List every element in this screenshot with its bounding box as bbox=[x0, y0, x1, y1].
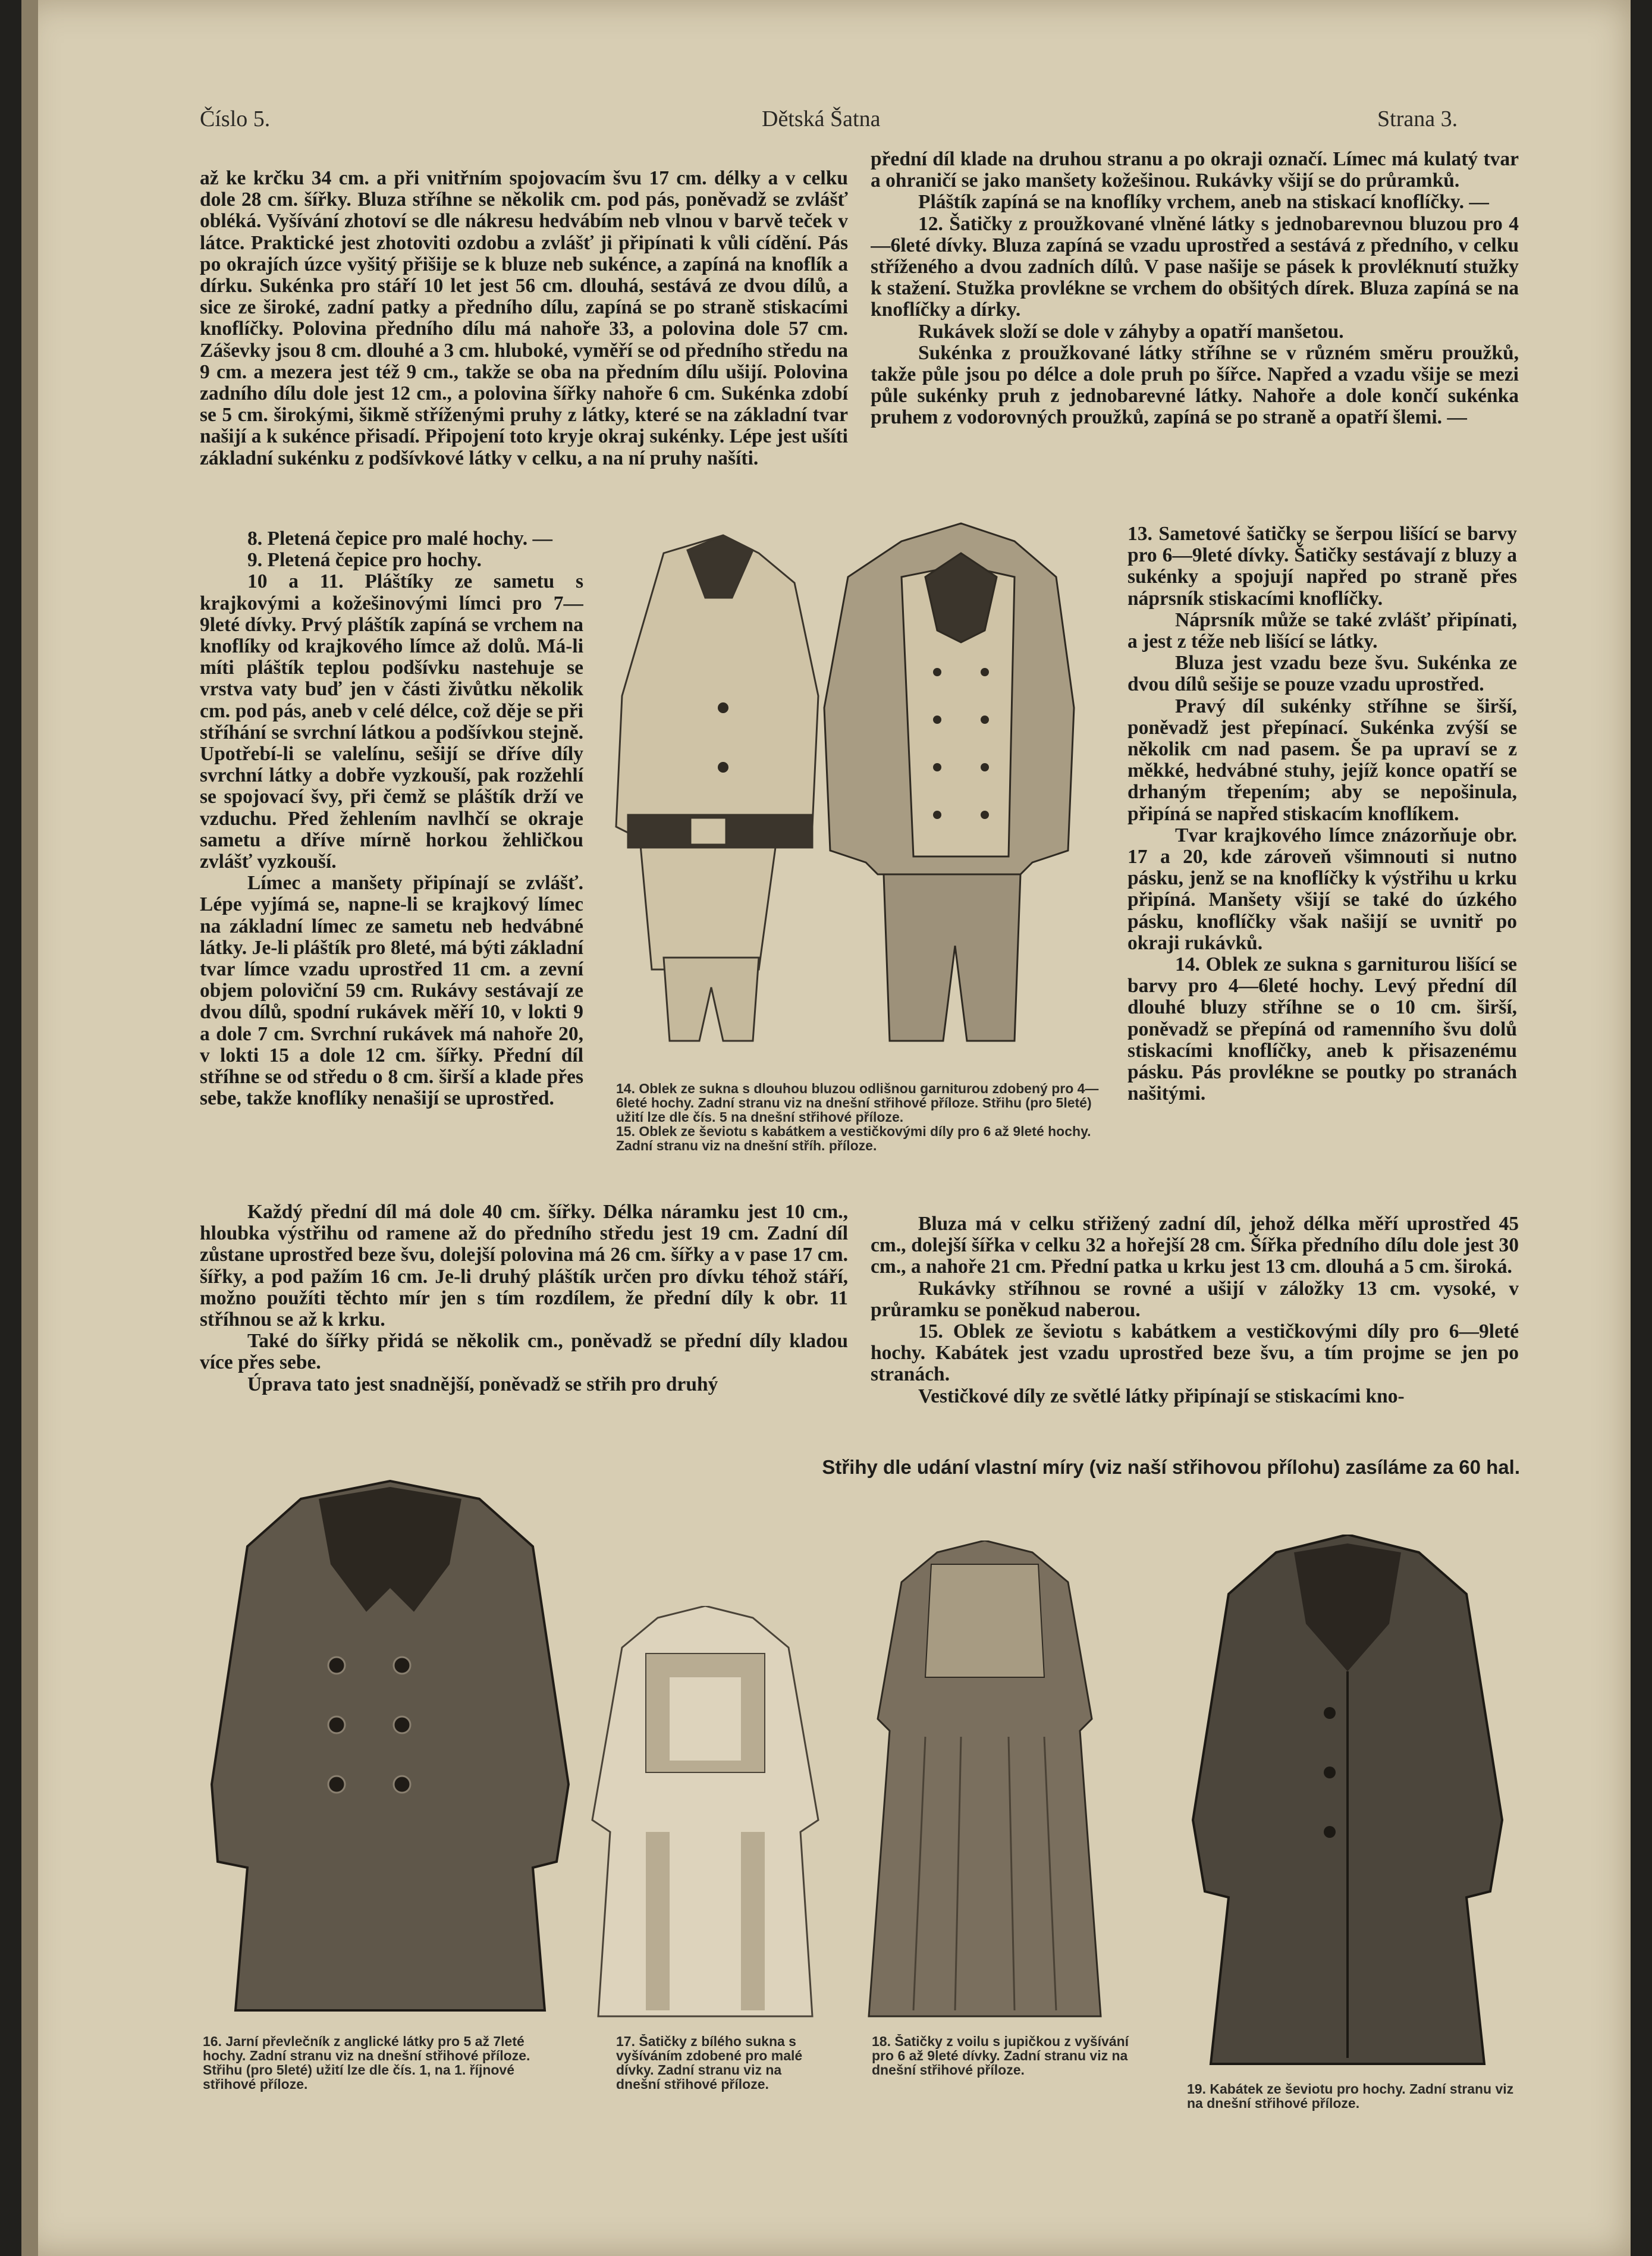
paragraph bbox=[871, 1213, 1519, 1278]
page-number: Strana 3. bbox=[1377, 106, 1458, 131]
right-column-top bbox=[871, 149, 1519, 523]
section-heading: 8. Pletená čepice bbox=[247, 528, 388, 550]
paragraph-text: z proužkované vlněné látky s jednobarevnou bluzou pro 4—6leté dívky. Bluza zapíná se vzadu uprostřed a sestává z předního, v celku stříženého a dvou zadních dílů. V pase našije se pásek k provléknutí stužky k stažení. Stužka provlékne se vrchem do obšitých dírek. Bluza zapíná se na knoflíčky a dírky. bbox=[871, 212, 1519, 321]
paragraph bbox=[200, 528, 583, 550]
section-heading: 10 a 11. Pláštíky bbox=[247, 570, 434, 593]
magazine-page bbox=[21, 0, 1631, 2256]
paragraph-text: Bluza jest vzadu beze švu. Sukénka ze dvou dílů sešije se pouze vzadu uprostřed. bbox=[1127, 652, 1517, 696]
paragraph-text: Tvar krajkového límce znázorňuje obr. 17 a 20, kde zároveň všimnouti si nutno pásku, jenž se na knoflíčky k výstřihu u krku připíná. Manšety všijí se také do úzkého pásku, knoflíčky však našijí se uvnitř po okraji rukávků. bbox=[1127, 824, 1517, 954]
left-column-top bbox=[200, 168, 848, 525]
paragraph: až ke krčku 34 cm. a při vnitřním spojovacím švu 17 cm. délky a v celku dole 28 cm. šířky. Bluza stříhne se několik cm. pod pás, poněvadž se zvlášť obléká. Vyšívání zhotoví se dle nákresu hedvábím neb vlnou v barvě teček v látce. Praktické jest zhotoviti ozdobu a zvlášť ji připínati k vůli cídění. Pás po okrajích úzce vyšitý přišije se k bluze neb sukénce, a zapíná na knoflík a dírku. Sukénka pro stáří 10 let jest 56 cm. dlouhá, sestává ze dvou dílů, a sice ze široké, zadní patky a předního dílu, zapíná se po straně stiskacími knoflíčky. Polovina předního dílu má nahoře 33, a polovina dole 57 cm. Záševky jsou 8 cm. dlouhé a 3 cm. hluboké, vyměří se od předního středu na 9 cm. a mezera jest též 9 cm., takže se oba na předním dílu ušijí. Polovina zadního dílu dole jest 12 cm., a polovina šířky nahoře 6 cm. Sukénka zdobí se 5 cm. širokými, šikmě stříženými pruhy z látky, které se na základní tvar našijí a k sukénce přisadí. Připojení toto kryje okraj sukénky. Lépe jest ušíti základní sukénku z podšívkové látky v celku, a na ní pruhy našíti. bbox=[200, 168, 848, 469]
paragraph bbox=[1127, 610, 1517, 652]
page-binding bbox=[21, 0, 38, 2256]
caption-17: 17. Šatičky z bílého sukna s vyšíváním zdobené pro malé dívky. Zadní stranu viz na dnešní střihové příloze. bbox=[616, 2034, 803, 2092]
voile-dress-illustration bbox=[866, 1540, 1104, 2022]
paragraph-text: pro malé hochy. — bbox=[387, 528, 552, 550]
paragraph bbox=[871, 192, 1519, 213]
caption-14: 14. Oblek ze sukna s dlouhou bluzou odlišnou garniturou zdobený pro 4—6leté hochy. Zadní stranu viz na dnešní střihové příloze. Střihu (pro 5leté) užití lze dle čís. 5 na dnešní střihové příloze. bbox=[616, 1081, 1099, 1125]
figure-16-spring-coat bbox=[200, 1475, 580, 2022]
paragraph-text: Náprsník může se také zvlášť připínati, a jest z téže neb lišící se látky. bbox=[1127, 608, 1517, 653]
spring-coat-illustration bbox=[200, 1475, 580, 2022]
paragraph-text: Pláštík zapíná se na knoflíky vrchem, aneb na stiskací knoflíčky. — bbox=[918, 191, 1489, 214]
issue-number: Číslo 5. bbox=[200, 106, 271, 131]
section-heading: 12. Šatičky bbox=[918, 212, 1013, 235]
paragraph-text: Bluza má v celku střižený zadní díl, jehož délka měří uprostřed 45 cm., dolejší šířka v celku 32 a hořejší 28 cm. Šířka předního dílu dole jest 30 cm., a nahoře 21 cm. Přední patka u krku jest 13 cm. dlouhá a 5 cm. široká. bbox=[871, 1213, 1519, 1278]
paragraph bbox=[871, 321, 1519, 343]
paragraph-text: ze sametu s krajkovými a kožešinovými límci pro 7—9leté dívky. Prvý pláštík zapíná se vrchem na knoflíky od krajkového límce až dolů. Má-li míti pláštík teplou podšívku nastehuje se vrstva vaty buď jen v části živůtku několik cm. pod pás, aneb v celé délce, což děje se při stříhání se svrchní látkou a podšívkou stejně. Upotřebí-li se valelínu, sešijí se dříve díly svrchní látky a dobře vyzkouší, pak rozžehlí se spojovací švy, při čemž se pláštík drží ve vzduchu. Před žehlením navlhčí se okraje sametu a dříve mírně horkou žehličkou zvlášť vyzkouší. bbox=[200, 570, 583, 873]
white-dress-illustration bbox=[580, 1606, 830, 2022]
magazine-title: Dětská Šatna bbox=[762, 106, 881, 131]
caption-14-15 bbox=[616, 1081, 1110, 1182]
paragraph bbox=[1127, 954, 1517, 1105]
section-heading: 9. Pletená čepice bbox=[247, 549, 388, 572]
paragraph-text: Pravý díl sukénky stříhne se širší, poněvadž jest přepínací. Sukénka zvýší se několik cm nad pasem. Še pa upraví se z měkké, hedvábné stuhy, jejíž konce opatří se drhaným třepením; aby se nepošinula, připíná se napřed stiskacím knoflíkem. bbox=[1127, 695, 1517, 825]
paragraph-text: Rukávky stříhnou se rovné a ušijí v záložky 13 cm. vysoké, v průramku se poněkud naberou. bbox=[871, 1277, 1519, 1321]
pattern-ad-line: Střihy dle udání vlastní míry (viz naší střihovou přílohu) zasíláme za 60 hal. bbox=[822, 1456, 1520, 1478]
section-heading: 14. Oblek ze sukna bbox=[1175, 953, 1339, 976]
paragraph-text: přední díl klade na druhou stranu a po okraji označí. Límec má kulatý tvar a ohraničí se jako manšety kožešinou. Rukávky všijí se do průramků. bbox=[871, 149, 1519, 192]
figure-19-boys-coat bbox=[1181, 1535, 1514, 2070]
boys-coat-illustration bbox=[1181, 1535, 1514, 2070]
paragraph-text: se šerpou lišící se barvy pro 6—9leté dívky. Šatičky sestávají z bluzy a sukénky a spojují napřed po straně přes náprsník stiskacími knoflíčky. bbox=[1127, 523, 1517, 610]
figure-14-15-boys-suits bbox=[604, 517, 1104, 1071]
paragraph bbox=[871, 149, 1519, 192]
paragraph bbox=[871, 214, 1519, 321]
paragraph bbox=[871, 343, 1519, 429]
paragraph: Každý přední díl má dole 40 cm. šířky. Délka náramku jest 10 cm., hloubka výstřihu od ramene až do předního středu jest 19 cm. Zadní díl zůstane uprostřed beze švu, dolejší polovina má 26 cm. šířky a v pase 17 cm. šířky, a pod pažím 16 cm. Je-li druhý pláštík určen pro dívku téhož stáří, možno použíti těchto mír jen s tím rozdílem, že přední díly k obr. 11 stříhnou se až k krku. bbox=[200, 1201, 848, 1331]
paragraph bbox=[200, 873, 583, 1109]
paragraph-text: Vestičkové díly ze světlé látky připínají se stiskacími kno- bbox=[918, 1385, 1405, 1407]
paragraph bbox=[1127, 523, 1517, 610]
paragraph bbox=[871, 1278, 1519, 1321]
paragraph bbox=[1127, 652, 1517, 695]
boys-suits-illustration bbox=[604, 517, 1104, 1071]
right-column-bottom bbox=[871, 1213, 1519, 1433]
left-column-bottom bbox=[200, 1201, 848, 1427]
figure-18-voile-dress bbox=[866, 1540, 1104, 2022]
right-column-narrow bbox=[1127, 523, 1517, 1207]
caption-16: 16. Jarní převlečník z anglické látky pro 5 až 7leté hochy. Zadní stranu viz na dnešní střihové příloze. Střihu (pro 5leté) užití lze dle čís. 1, na 1. říjnové střihové příloze. bbox=[203, 2034, 530, 2092]
caption-18: 18. Šatičky z voilu s jupičkou z vyšívání pro 6 až 9leté dívky. Zadní stranu viz na dnešní střihové příloze. bbox=[872, 2034, 1129, 2078]
paragraph bbox=[200, 550, 583, 571]
paragraph-text: pro hochy. bbox=[387, 549, 482, 572]
paragraph-text: s kabátkem a vestičkovými díly pro 6—9leté hochy. Kabátek jest vzadu uprostřed beze švu, a tím projme se jen po stranách. bbox=[871, 1320, 1519, 1386]
paragraph: Také do šířky přidá se několik cm., poněvadž se přední díly kladou více přes sebe. bbox=[200, 1330, 848, 1374]
section-heading: 15. Oblek ze ševiotu bbox=[918, 1320, 1103, 1343]
paragraph: Úprava tato jest snadnější, poněvadž se střih pro druhý bbox=[247, 1373, 718, 1395]
paragraph bbox=[871, 1386, 1519, 1407]
paragraph-text: Rukávek složí se dole v záhyby a opatří manšetou. bbox=[918, 320, 1344, 343]
figure-17-white-dress bbox=[580, 1606, 830, 2022]
paragraph bbox=[1127, 825, 1517, 954]
caption-15: 15. Oblek ze ševiotu s kabátkem a vestičkovými díly pro 6 až 9leté hochy. Zadní stranu viz na dnešní stříh. příloze. bbox=[616, 1124, 1091, 1153]
left-column-narrow bbox=[200, 528, 583, 1200]
caption-19: 19. Kabátek ze ševiotu pro hochy. Zadní stranu viz na dnešní střihové příloze. bbox=[1187, 2082, 1514, 2111]
paragraph-text: s garniturou lišící se barvy pro 4—6leté hochy. Levý přední díl dlouhé bluzy stříhne se o 10 cm. širší, poněvadž se přepíná od ramenního švu dolů stiskacími knoflíčky, aneb k přisazenému pásku. Pás provlékne se poutky po stranách našitými. bbox=[1127, 953, 1517, 1105]
paragraph bbox=[1127, 696, 1517, 825]
paragraph bbox=[200, 571, 583, 873]
paragraph-text: Sukénka z proužkované látky stříhne se v různém směru proužků, takže půle jsou po délce a dole pruh po šířce. Napřed a vzadu všije se mezi půle sukénky pruh z jednobarevné látky. Nahoře a dole končí sukénka pruhem z vodorovných proužků, zapíná se po straně a opatří šlemi. — bbox=[871, 341, 1519, 429]
section-heading: 13. Sametové šatičky bbox=[1127, 523, 1307, 545]
paragraph-text: Límec a manšety připínají se zvlášť. Lépe vyjímá se, napne-li se krajkový límec na základní límec ze sametu neb hedvábné látky. Je-li pláštík pro 8leté, má býti základní tvar límce vzadu uprostřed 11 cm. a zevní objem poloviční 59 cm. Rukávy sestávají ze dvou dílů, spodní rukávek měří 10, v lokti 9 a dole 7 cm. Svrchní rukávek má nahoře 20, v lokti 15 a dole 12 cm. šířky. Přední díl stříhne se od středu o 8 cm. širší a klade přes sebe, takže knoflíky nenašijí se uprostřed. bbox=[200, 872, 583, 1110]
paragraph bbox=[871, 1321, 1519, 1386]
